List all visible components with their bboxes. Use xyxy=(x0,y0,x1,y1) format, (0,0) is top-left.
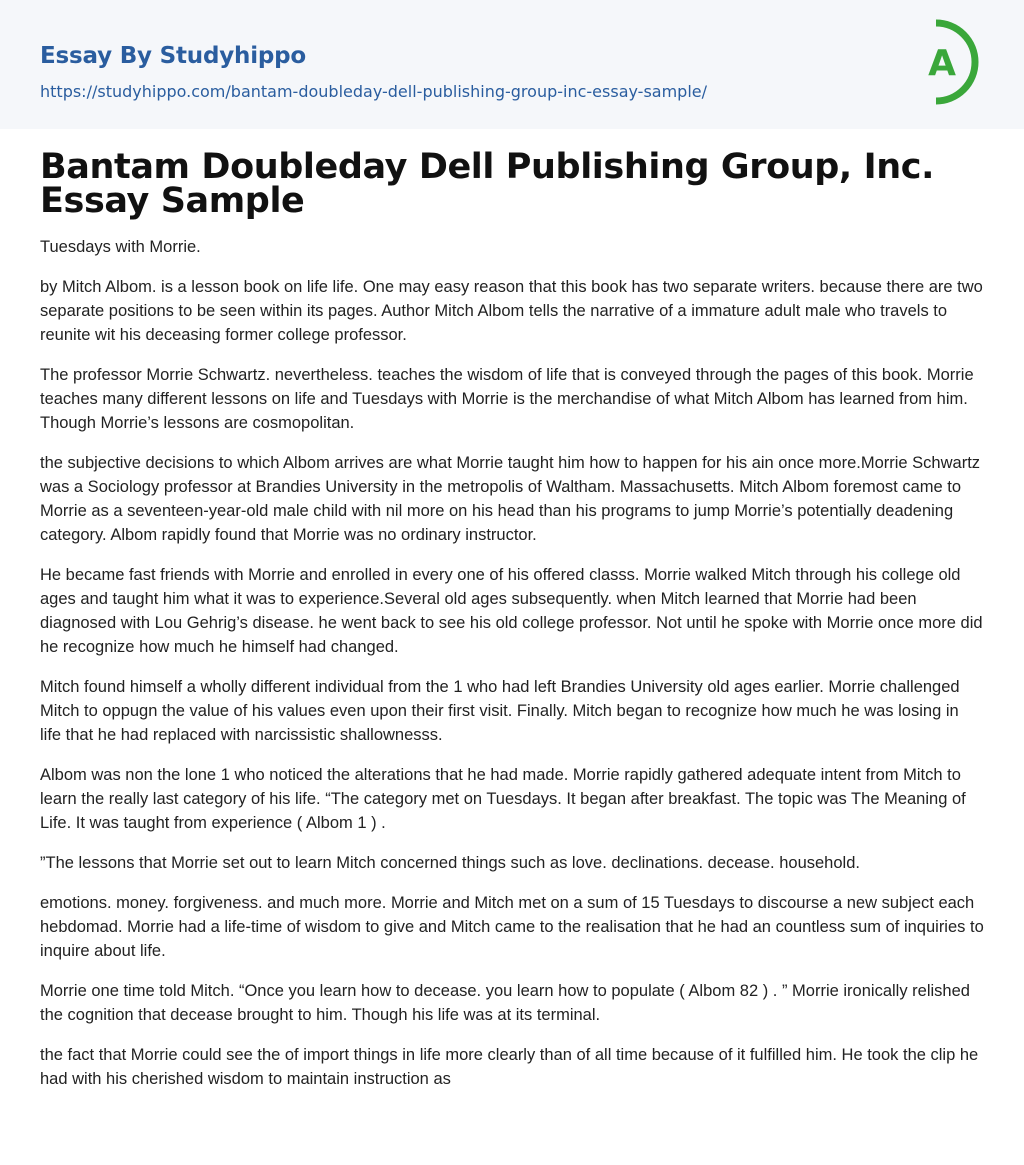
article-paragraph: ”The lessons that Morrie set out to learn Mitch concerned things such as love. declinations. decease. household. xyxy=(40,854,860,872)
article-paragraph: Tuesdays with Morrie. xyxy=(40,238,201,256)
article-body xyxy=(0,147,1024,1091)
logo-letter: A xyxy=(928,43,956,84)
article-paragraph: the subjective decisions to which Albom arrives are what Morrie taught him how to happen for his ain once more.Morrie Schwartz was a Sociology professor at Brandies University in the metropolis of Waltham. Massachusetts. Mitch Albom foremost came to Morrie as a seventeen-year-old male child with nil more on his head than his programs to jump Morrie’s potentially deadening category. Albom rapidly found that Morrie was no ordinary instructor. xyxy=(40,454,981,544)
article-url-link[interactable]: https://studyhippo.com/bantam-doubleday-dell-publishing-group-inc-essay-sample/ xyxy=(40,82,708,101)
page-title: Bantam Doubleday Dell Publishing Group, Inc. Essay Sample xyxy=(40,147,934,221)
article-paragraph: Morrie one time told Mitch. “Once you learn how to decease. you learn how to populate ( Albom 82 ) . ” Morrie ironically relished the cognition that decease brought to him. Though his life was at its terminal. xyxy=(40,982,970,1024)
site-header xyxy=(0,0,1024,129)
article-paragraph: The professor Morrie Schwartz. nevertheless. teaches the wisdom of life that is conveyed through the pages of this book. Morrie teaches many different lessons on life and Tuesdays with Morrie is the merchandise of what Mitch Albom has learned from him. Though Morrie’s lessons are cosmopolitan. xyxy=(40,366,974,432)
article-paragraph: by Mitch Albom. is a lesson book on life life. One may easy reason that this book has two separate writers. because there are two separate positions to be seen within its pages. Author Mitch Albom tells the narrative of a immature adult male who travels to reunite wit his deceasing former college professor. xyxy=(40,278,983,344)
studyhippo-logo-icon[interactable] xyxy=(916,18,986,106)
article-paragraph: He became fast friends with Morrie and enrolled in every one of his offered classs. Morrie walked Mitch through his college old ages and taught him what it was to experience.Several old ages subsequently. when Mitch learned that Morrie had been diagnosed with Lou Gehrig’s disease. he went back to see his old college professor. Not until he spoke with Morrie once more did he recognize how much he himself had changed. xyxy=(40,566,983,656)
site-title[interactable]: Essay By Studyhippo xyxy=(40,43,307,69)
article-paragraph: Mitch found himself a wholly different individual from the 1 who had left Brandies University old ages earlier. Morrie challenged Mitch to oppugn the value of his values even upon their first visit. Finally. Mitch began to recognize how much he was losing in life that he had replaced with narcissistic shallownesss. xyxy=(40,678,960,744)
article-paragraph: emotions. money. forgiveness. and much more. Morrie and Mitch met on a sum of 15 Tuesdays to discourse a new subject each hebdomad. Morrie had a life-time of wisdom to give and Mitch came to the realisation that he had an countless sum of inquiries to inquire about life. xyxy=(40,894,984,960)
article-paragraph: the fact that Morrie could see the of import things in life more clearly than of all time because of it fulfilled him. He took the clip he had with his cherished wisdom to maintain instruction as xyxy=(40,1046,979,1088)
article-paragraph: Albom was non the lone 1 who noticed the alterations that he had made. Morrie rapidly gathered adequate intent from Mitch to learn the really last category of his life. “The category met on Tuesdays. It began after breakfast. The topic was The Meaning of Life. It was taught from experience ( Albom 1 ) . xyxy=(40,766,966,832)
